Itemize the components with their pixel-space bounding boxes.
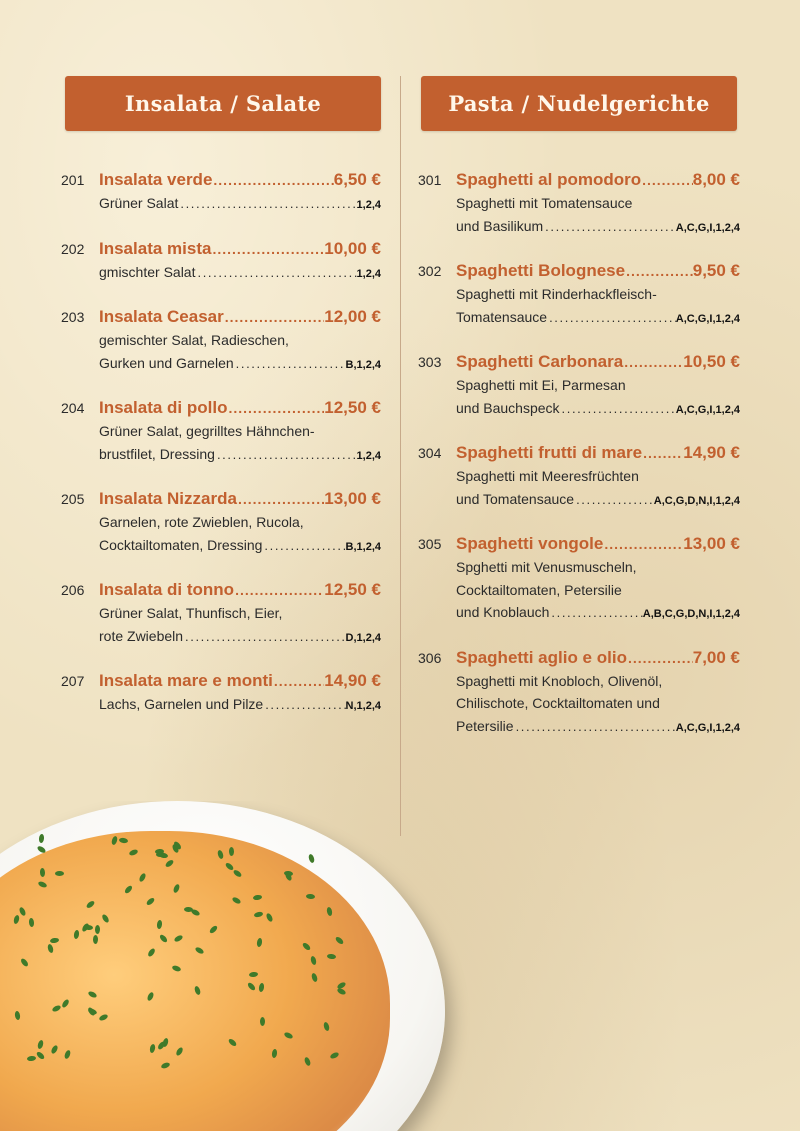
allergen-codes: A,C,G,I,1,2,4 [675, 721, 740, 734]
menu-item-number: 206 [61, 582, 85, 598]
menu-item-price: 8,00 € [692, 170, 740, 189]
menu-item-name: Insalata Ceasar [99, 307, 224, 326]
salad-section-header: Insalata / Salate [65, 76, 381, 131]
menu-item-description [61, 329, 381, 376]
description-text: Tomatensauce [456, 308, 548, 325]
leader-dots [625, 259, 693, 283]
spaghetti-photo [0, 801, 470, 1131]
menu-item-title-row [418, 168, 740, 192]
leader-dots [183, 626, 345, 649]
description-line [99, 443, 381, 468]
menu-item-description [61, 511, 381, 558]
description-text: Petersilie [456, 717, 514, 734]
description-line: Spghetti mit Venusmuscheln, [456, 559, 637, 575]
menu-item-number: 302 [418, 263, 442, 279]
description-line: Spaghetti mit Rinderhackfleisch- [456, 286, 657, 302]
menu-item-number: 301 [418, 172, 442, 188]
leader-dots [234, 353, 346, 376]
menu-item-name: Spaghetti frutti di mare [456, 443, 643, 462]
leader-dots [641, 168, 693, 192]
description-line: Cocktailtomaten, Petersilie [456, 581, 622, 598]
menu-item-description [418, 465, 740, 512]
menu-item-number: 303 [418, 354, 442, 370]
description-text: gmischter Salat [99, 263, 196, 280]
menu-item-description [418, 556, 740, 626]
menu-item-number: 304 [418, 445, 442, 461]
description-text: und Knoblauch [456, 604, 550, 620]
leader-dots [262, 535, 345, 558]
leader-dots [227, 396, 324, 420]
allergen-codes: A,C,G,I,1,2,4 [675, 403, 740, 416]
allergen-codes: A,C,G,D,N,I,1,2,4 [653, 494, 740, 507]
leader-dots [178, 193, 356, 216]
description-text: Cocktailtomaten, Dressing [99, 536, 263, 553]
menu-item-name: Insalata mare e monti [99, 671, 273, 690]
leader-dots [627, 646, 693, 670]
leader-dots [514, 716, 676, 739]
leader-dots [211, 237, 324, 261]
description-text: Grüner Salat [99, 195, 179, 211]
allergen-codes: N,1,2,4 [345, 700, 381, 712]
leader-dots [543, 216, 676, 239]
menu-item-title-row [61, 168, 381, 192]
menu-item-price: 13,00 € [324, 489, 381, 508]
description-line: Chilischote, Cocktailtomaten und [456, 695, 660, 711]
description-line [456, 397, 740, 422]
menu-item-title-row [418, 259, 740, 283]
menu-item-name: Insalata di tonno [99, 580, 235, 599]
salad-menu-list [61, 168, 381, 738]
menu-item-name: Insalata mista [99, 238, 212, 258]
description-line: gemischter Salat, Radieschen, [99, 332, 289, 348]
menu-item-title-row [61, 396, 381, 420]
menu-item-name: Spaghetti aglio e olio [456, 647, 627, 667]
leader-dots [574, 489, 654, 512]
menu-item-price: 7,00 € [692, 647, 740, 667]
menu-item-price: 13,00 € [683, 534, 740, 553]
allergen-codes: 1,2,4 [356, 199, 381, 211]
description-line [99, 192, 381, 217]
menu-item-name: Spaghetti al pomodoro [456, 170, 642, 189]
menu-item [418, 350, 740, 421]
menu-item-number: 205 [61, 491, 85, 507]
allergen-codes: D,1,2,4 [345, 631, 381, 644]
description-line: Spaghetti mit Meeresfrüchten [456, 468, 639, 484]
description-line: Garnelen, rote Zwieblen, Rucola, [99, 514, 304, 530]
leader-dots [547, 307, 676, 330]
menu-item-number: 203 [61, 309, 85, 325]
menu-item [61, 305, 381, 376]
description-line [99, 693, 381, 718]
description-line [456, 601, 740, 626]
menu-item-name: Insalata di pollo [99, 398, 228, 417]
menu-item-description [418, 670, 740, 740]
menu-item-description [61, 192, 381, 217]
parsley-fleck [92, 935, 97, 944]
menu-item-price: 6,50 € [333, 170, 381, 189]
menu-item [61, 578, 381, 649]
menu-item [61, 669, 381, 718]
menu-item-description [418, 374, 740, 421]
leader-dots [195, 262, 356, 285]
description-line [99, 352, 381, 377]
menu-item-title-row [61, 305, 381, 329]
menu-item-title-row [61, 578, 381, 602]
parsley-fleck [83, 924, 92, 930]
menu-item-title-row [61, 669, 381, 693]
menu-item [418, 259, 740, 330]
allergen-codes: 1,2,4 [356, 267, 381, 280]
menu-item-number: 204 [61, 400, 85, 416]
menu-item [418, 646, 740, 740]
leader-dots [224, 305, 325, 329]
menu-item-number: 207 [61, 673, 85, 689]
leader-dots [273, 669, 324, 693]
leader-dots [560, 398, 676, 421]
description-text: Lachs, Garnelen und Pilze [99, 696, 264, 712]
menu-item [61, 396, 381, 467]
description-text: brustfilet, Dressing [99, 445, 215, 462]
description-line [456, 488, 740, 513]
allergen-codes: 1,2,4 [356, 449, 381, 462]
leader-dots [212, 168, 333, 192]
pasta-menu-list [418, 168, 740, 759]
menu-item-number: 201 [61, 172, 85, 188]
leader-dots [623, 350, 683, 374]
menu-item [418, 441, 740, 512]
description-text: und Tomatensauce [456, 490, 575, 507]
description-line: Spaghetti mit Tomatensauce [456, 195, 633, 211]
description-text: Gurken und Garnelen [99, 354, 234, 371]
menu-item [61, 168, 381, 217]
leader-dots [237, 487, 324, 511]
allergen-codes: B,1,2,4 [345, 358, 381, 371]
menu-item-title-row [418, 441, 740, 465]
allergen-codes: B,1,2,4 [345, 540, 381, 553]
menu-item-number: 305 [418, 536, 442, 552]
menu-item-price: 12,50 € [324, 398, 381, 417]
menu-item-description [418, 192, 740, 239]
menu-item-description [61, 693, 381, 718]
description-line [99, 625, 381, 650]
menu-item-name: Spaghetti Bolognese [456, 261, 626, 280]
description-line [456, 715, 740, 740]
description-line [456, 215, 740, 240]
menu-item-number: 306 [418, 649, 442, 666]
menu-item-title-row [418, 646, 740, 670]
menu-item-name: Spaghetti vongole [456, 534, 604, 553]
description-line [456, 306, 740, 331]
description-text: rote Zwiebeln [99, 627, 184, 644]
menu-item-price: 10,00 € [324, 238, 381, 258]
leader-dots [549, 602, 642, 625]
menu-item-price: 14,90 € [683, 443, 740, 462]
pasta-section-header: Pasta / Nudelgerichte [421, 76, 737, 131]
allergen-codes: A,B,C,G,D,N,I,1,2,4 [642, 608, 740, 620]
menu-item-price: 14,90 € [324, 671, 381, 690]
leader-dots [215, 444, 357, 467]
description-text: und Bauchspeck [456, 399, 560, 416]
parsley-fleck [260, 1017, 265, 1026]
menu-item-number: 202 [61, 240, 85, 257]
leader-dots [234, 578, 324, 602]
menu-item-title-row [61, 487, 381, 511]
menu-item-price: 10,50 € [683, 352, 740, 371]
menu-item-description [61, 420, 381, 467]
menu-item-description [418, 283, 740, 330]
menu-item-title-row [418, 532, 740, 556]
parsley-fleck [184, 906, 193, 911]
menu-item-title-row [418, 350, 740, 374]
description-line [99, 534, 381, 559]
description-line: Grüner Salat, gegrilltes Hähnchen- [99, 423, 315, 439]
leader-dots [263, 694, 345, 717]
description-line: Spaghetti mit Knobloch, Olivenöl, [456, 672, 663, 689]
parsley-fleck [55, 871, 64, 876]
menu-item [61, 237, 381, 286]
allergen-codes: A,C,G,I,1,2,4 [675, 312, 740, 325]
menu-item-name: Insalata Nizzarda [99, 489, 237, 508]
menu-item-price: 12,50 € [324, 580, 381, 599]
menu-item-price: 9,50 € [692, 261, 740, 280]
menu-item [61, 487, 381, 558]
menu-item [418, 532, 740, 626]
leader-dots [642, 441, 683, 465]
allergen-codes: A,C,G,I,1,2,4 [675, 221, 740, 234]
leader-dots [603, 532, 683, 556]
menu-item-name: Spaghetti Carbonara [456, 352, 624, 371]
description-line: Grüner Salat, Thunfisch, Eier, [99, 605, 283, 621]
description-line [99, 261, 381, 286]
menu-item-price: 12,00 € [324, 307, 381, 326]
description-text: und Basilikum [456, 217, 544, 234]
description-line: Spaghetti mit Ei, Parmesan [456, 377, 626, 393]
menu-item [418, 168, 740, 239]
menu-item-description [61, 261, 381, 286]
menu-item-title-row [61, 237, 381, 261]
menu-item-description [61, 602, 381, 649]
column-divider [400, 76, 401, 836]
menu-item-name: Insalata verde [99, 170, 213, 189]
